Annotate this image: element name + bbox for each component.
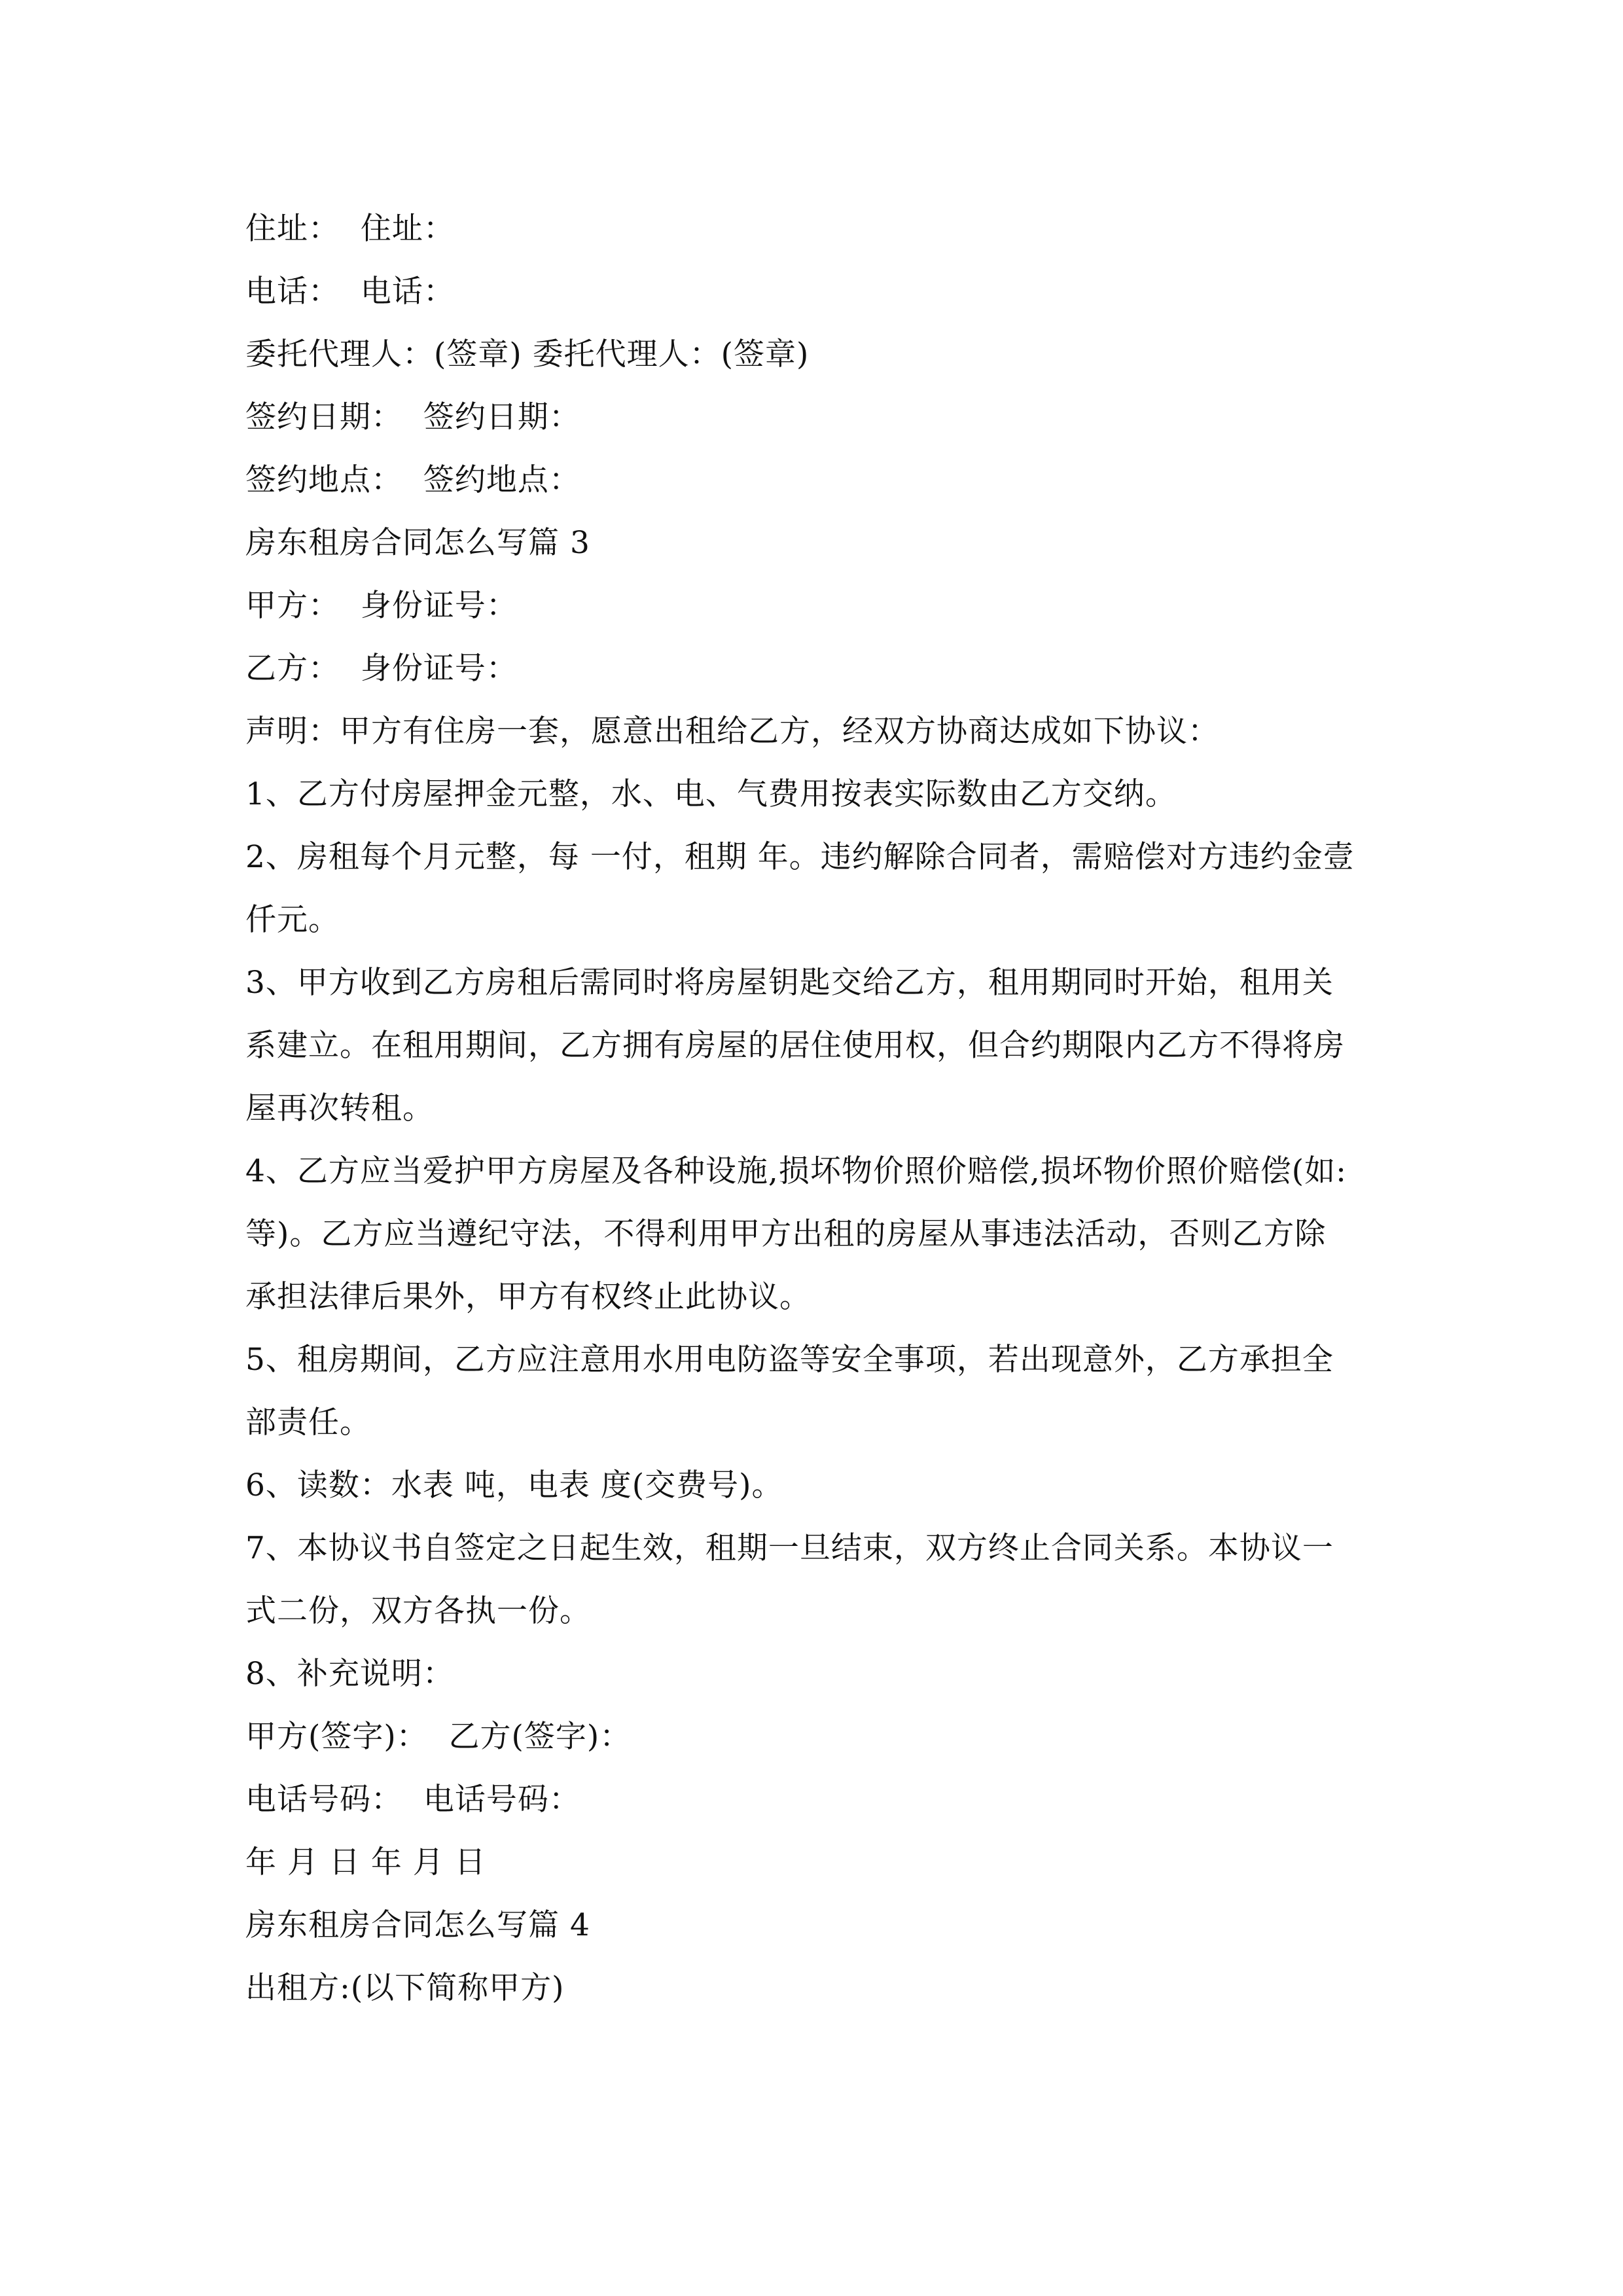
document-body	[245, 198, 1381, 2020]
clause-6: 6、读数：水表 吨，电表 度(交费号)。	[245, 1467, 783, 1503]
clause-4-line-2: 等)。乙方应当遵纪守法，不得利用甲方出租的房屋从事违法活动，否则乙方除	[245, 1216, 1327, 1252]
clause-4-line-3: 承担法律后果外，甲方有权终止此协议。	[245, 1279, 811, 1315]
text-line-agent: 委托代理人：(签章) 委托代理人：(签章)	[245, 336, 810, 372]
text-line-lessor: 出租方:(以下简称甲方)	[245, 1970, 565, 2006]
clause-7-line-2: 式二份，双方各执一份。	[245, 1593, 591, 1629]
clause-5-line-1: 5、租房期间，乙方应注意用水用电防盗等安全事项，若出现意外，乙方承担全	[245, 1342, 1334, 1378]
text-line-phone: 电话： 电话：	[245, 274, 455, 310]
text-line-sign-place: 签约地点： 签约地点：	[245, 462, 580, 498]
clause-8: 8、补充说明：	[245, 1656, 454, 1692]
section-heading-4: 房东租房合同怎么写篇 4	[245, 1907, 590, 1943]
section-heading-3: 房东租房合同怎么写篇 3	[245, 525, 590, 561]
clause-3-line-2: 系建立。在租用期间，乙方拥有房屋的居住使用权，但合约期限内乙方不得将房	[245, 1028, 1345, 1064]
clause-3-line-3: 屋再次转租。	[245, 1090, 434, 1126]
text-line-signatures: 甲方(签字)： 乙方(签字)：	[245, 1719, 632, 1755]
text-line-phone-numbers: 电话号码： 电话号码：	[245, 1782, 580, 1818]
text-line-party-b-id: 乙方： 身份证号：	[245, 651, 518, 687]
text-line-party-a-id: 甲方： 身份证号：	[245, 588, 518, 624]
clause-3-line-1: 3、甲方收到乙方房租后需同时将房屋钥匙交给乙方，租用期同时开始，租用关	[245, 965, 1334, 1001]
clause-5-line-2: 部责任。	[245, 1405, 371, 1441]
clause-7-line-1: 7、本协议书自签定之日起生效，租期一旦结束，双方终止合同关系。本协议一	[245, 1530, 1334, 1566]
clause-2-line-2: 仟元。	[245, 902, 340, 938]
text-line-statement: 声明：甲方有住房一套，愿意出租给乙方，经双方协商达成如下协议：	[245, 713, 1219, 749]
clause-2-line-1: 2、房租每个月元整，每 一付，租期 年。违约解除合同者，需赔偿对方违约金壹	[245, 839, 1355, 875]
clause-1: 1、乙方付房屋押金元整，水、电、气费用按表实际数由乙方交纳。	[245, 776, 1177, 812]
text-line-address: 住址： 住址：	[245, 211, 455, 247]
clause-4-line-1: 4、乙方应当爱护甲方房屋及各种设施,损坏物价照价赔偿,损坏物价照价赔偿(如:	[245, 1153, 1347, 1189]
text-line-sign-date: 签约日期： 签约日期：	[245, 399, 580, 435]
text-line-dates: 年 月 日 年 月 日	[245, 1844, 486, 1880]
